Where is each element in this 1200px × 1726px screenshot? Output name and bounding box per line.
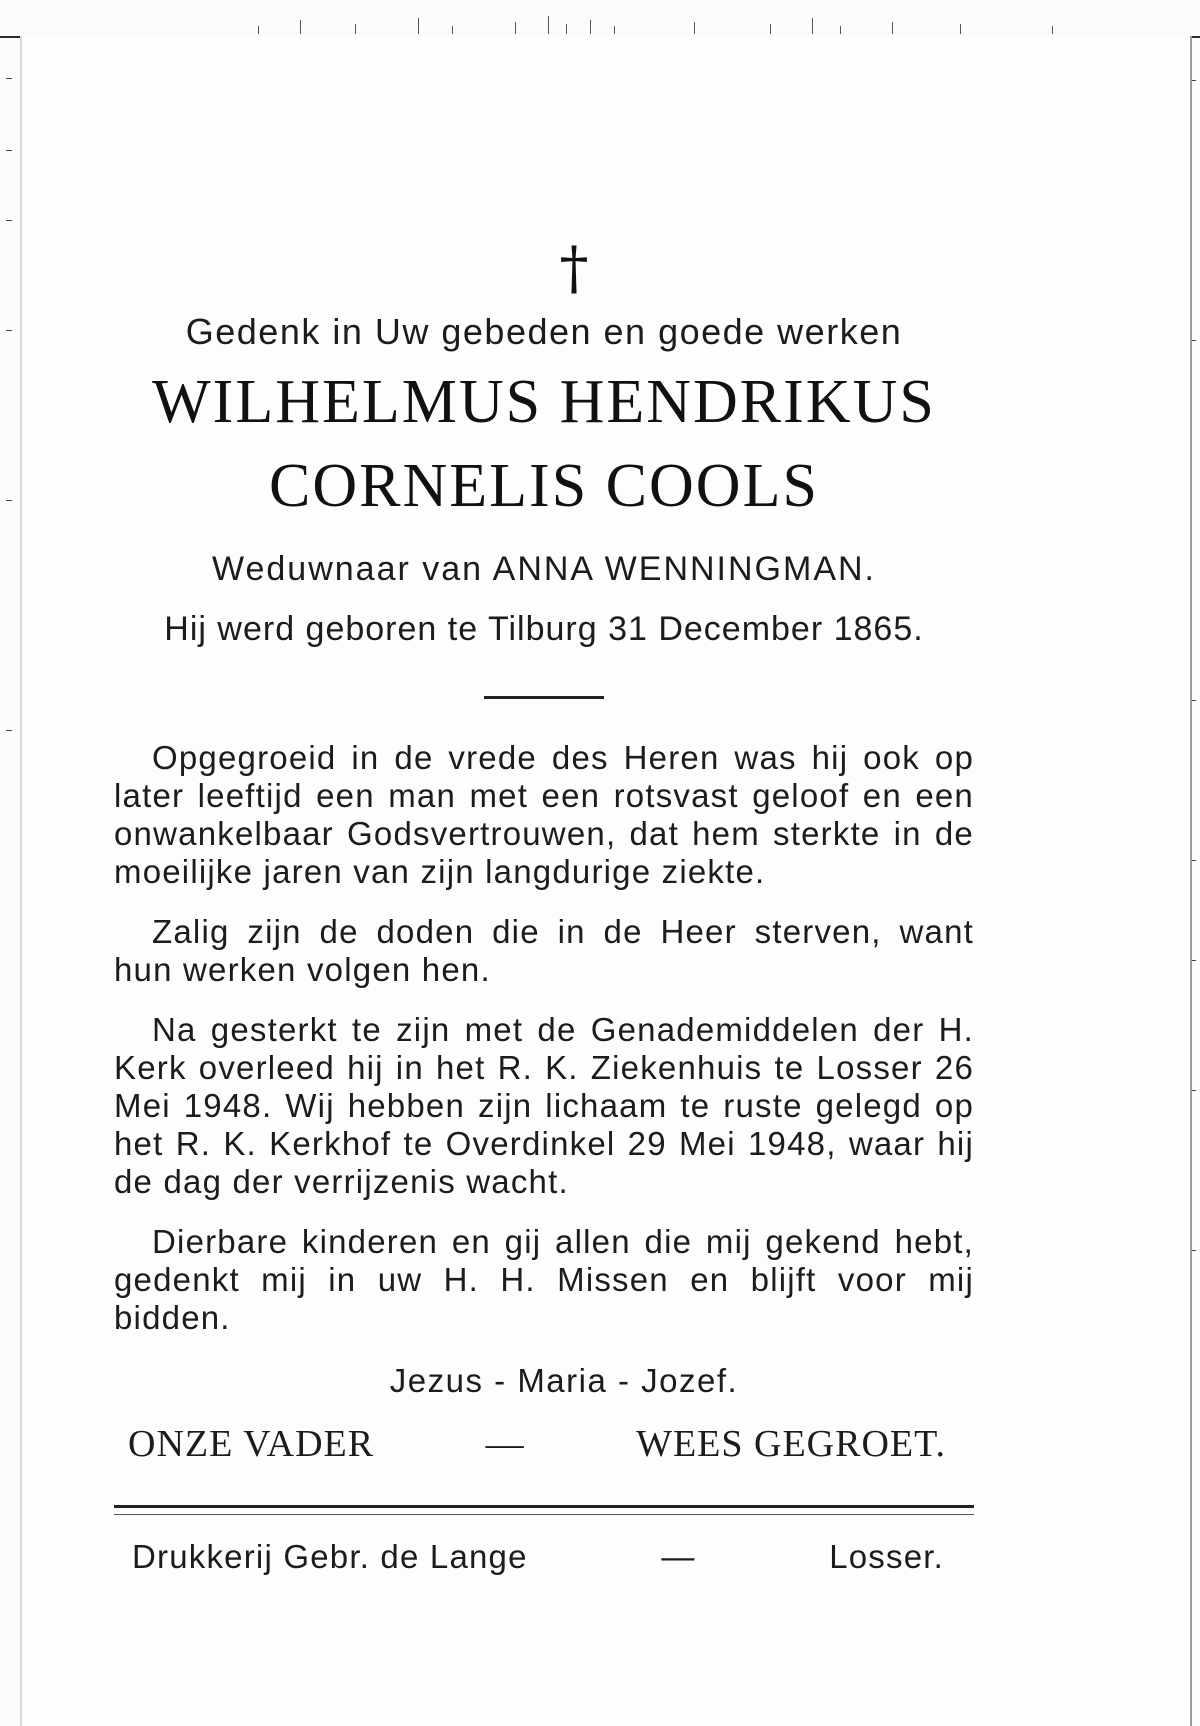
card-content bbox=[114, 236, 974, 1579]
cross-icon: † bbox=[559, 234, 589, 302]
paragraph-text: Na gesterkt te zijn met de Genademiddelen der H. Kerk overleed hij in het R. K. Ziekenhuis te Losser 26 Mei 1948. Wij hebben zijn lichaam te ruste gelegd op het R. K. Kerkhof te Overdinkel 29 Mei 1948, waar hij de dag der verrijzenis wacht. bbox=[114, 1011, 974, 1200]
footer-divider bbox=[114, 1505, 974, 1515]
birth-line: Hij werd geboren te Tilburg 31 December 1865. bbox=[164, 610, 924, 648]
paragraph-text: Dierbare kinderen en gij allen die mij gekend hebt, gedenkt mij in uw H. H. Missen en blijft voor mij bidden. bbox=[114, 1223, 974, 1336]
deceased-name-line1: WILHELMUS HENDRIKUS bbox=[152, 368, 936, 436]
printer-place: Losser. bbox=[829, 1538, 944, 1575]
paragraph-text: Opgegroeid in de vrede des Heren was hij ook op later leeftijd een man met een rotsvast geloof en een onwankelbaar Godsvertrouwen, dat hem sterkte in de moeilijke jaren van zijn langdurige ziekte. bbox=[114, 739, 974, 890]
widower-line: Weduwnaar van ANNA WENNINGMAN. bbox=[212, 550, 876, 588]
scan-top-edge bbox=[0, 0, 1200, 38]
prayer-right: WEES GEGROET. bbox=[636, 1423, 946, 1465]
paragraph bbox=[114, 1011, 974, 1201]
printer-line bbox=[114, 1535, 974, 1579]
paragraph bbox=[114, 739, 974, 891]
intro-line: Gedenk in Uw gebeden en goede werken bbox=[185, 311, 903, 352]
divider bbox=[484, 696, 604, 699]
invocation: Jezus - Maria - Jozef. bbox=[389, 1362, 739, 1399]
prayers-line bbox=[114, 1419, 974, 1469]
printer-separator: — bbox=[661, 1538, 696, 1575]
memorial-card bbox=[20, 36, 1192, 1726]
prayer-separator: — bbox=[485, 1423, 525, 1465]
prayer-left: ONZE VADER bbox=[128, 1423, 375, 1465]
printer-name: Drukkerij Gebr. de Lange bbox=[132, 1538, 528, 1575]
paragraph bbox=[114, 1223, 974, 1337]
deceased-name-line2: CORNELIS COOLS bbox=[269, 452, 819, 520]
paragraph bbox=[114, 913, 974, 989]
paragraph-text: Zalig zijn de doden die in de Heer sterven, want hun werken volgen hen. bbox=[114, 913, 974, 988]
